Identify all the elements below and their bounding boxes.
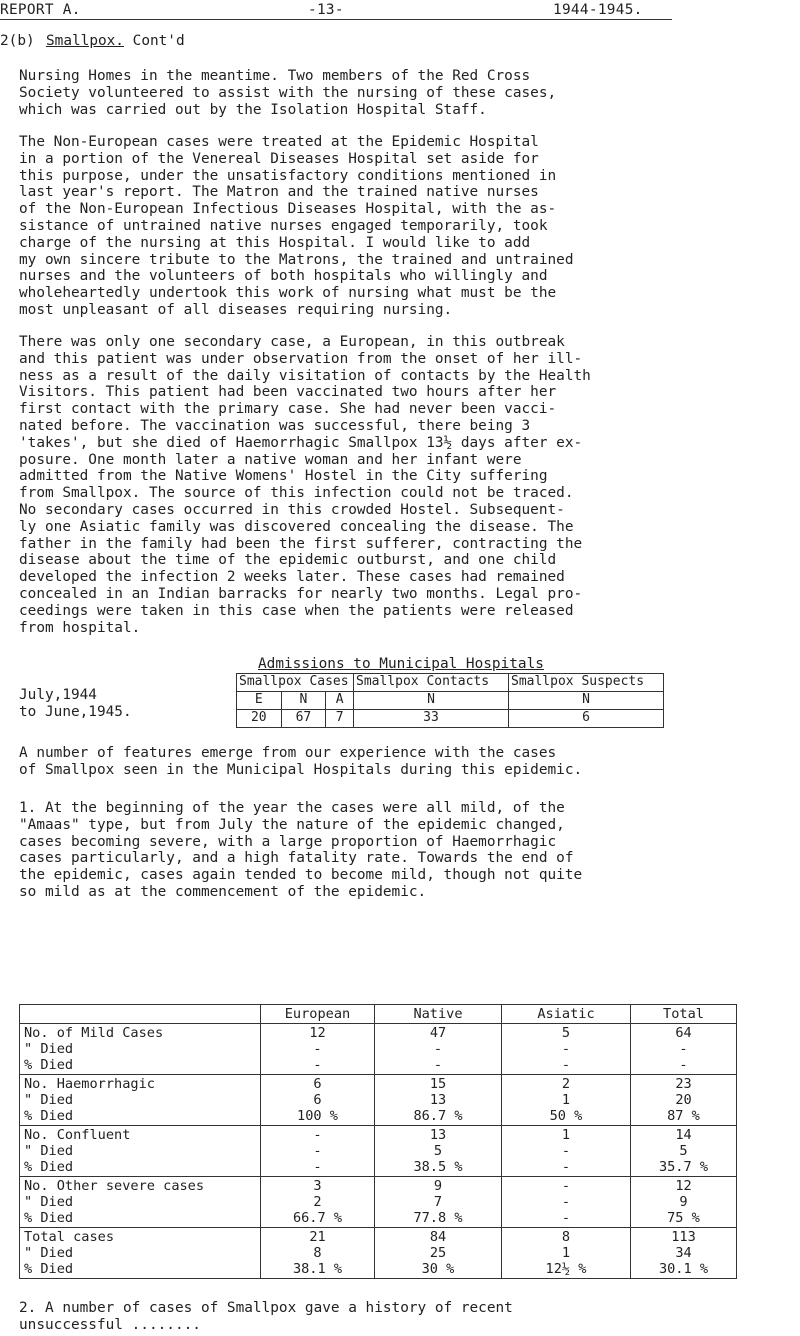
cell-value: -	[561, 1210, 571, 1226]
table-cell	[502, 1228, 631, 1279]
cell-value: 77.8 %	[413, 1210, 463, 1226]
cell-value: -	[433, 1057, 443, 1073]
paragraph-3	[19, 334, 789, 636]
table-row	[20, 1075, 737, 1126]
table-cell	[631, 1228, 737, 1279]
section-title-text: Smallpox.	[46, 33, 124, 49]
paragraph-5	[19, 800, 789, 901]
severity-table	[19, 1004, 737, 1279]
adm-sub-n3: N	[509, 692, 664, 710]
adm-sub-a: A	[326, 692, 354, 710]
row-label-line: % Died	[24, 1057, 74, 1073]
cell-value: 1	[561, 1245, 571, 1261]
text-line: Nursing Homes in the meantime. Two members of the Red Cross	[19, 68, 531, 84]
cell-value: 7	[433, 1194, 443, 1210]
paragraph-6	[19, 1300, 789, 1334]
cell-value: 8	[561, 1229, 571, 1245]
row-label-line: " Died	[24, 1041, 74, 1057]
admissions-title: Admissions to Municipal Hospitals	[258, 656, 544, 672]
cell-value: -	[679, 1057, 688, 1073]
cell-value: 34	[675, 1245, 692, 1261]
row-label-line: Total cases	[24, 1229, 115, 1245]
text-line: my own sincere tribute to the Matrons, the trained and untrained	[19, 251, 574, 268]
table-row	[20, 1228, 737, 1279]
cell-value: 30 %	[421, 1261, 455, 1277]
row-label-line: " Died	[24, 1092, 74, 1108]
row-label-line: % Died	[24, 1159, 74, 1175]
cell-value: -	[433, 1041, 443, 1057]
text-line: father in the family had been the first sufferer, contracting the	[19, 535, 583, 552]
section-contd: Cont'd	[132, 33, 185, 49]
text-line: so mild as at the commencement of the epidemic.	[19, 883, 427, 900]
table-cell	[502, 1177, 631, 1228]
text-line: admitted from the Native Womens' Hostel in the City suffering	[19, 468, 548, 485]
text-line: unsuccessful ........	[19, 1316, 201, 1333]
table-cell	[375, 1126, 502, 1177]
text-line: wholeheartedly undertook this work of nursing what must be the	[19, 285, 557, 302]
text-line: in a portion of the Venereal Diseases Hospital set aside for	[19, 150, 539, 167]
text-line: "Amaas" type, but from July the nature of the epidemic changed,	[19, 816, 565, 833]
cell-value: -	[313, 1127, 322, 1143]
cell-value: 13	[429, 1092, 447, 1108]
adm-sub-n1: N	[281, 692, 326, 710]
cell-value: 25	[429, 1245, 447, 1261]
admissions-period-line2: to June,1945.	[19, 703, 132, 720]
row-label	[20, 1228, 261, 1279]
cell-value: 5	[433, 1143, 443, 1159]
table-cell	[502, 1126, 631, 1177]
cell-value: -	[313, 1041, 322, 1057]
row-label-line: " Died	[24, 1143, 74, 1159]
table-row	[20, 1177, 737, 1228]
cell-value: 5	[561, 1025, 571, 1041]
text-line: charge of the nursing at this Hospital. I would like to add	[19, 234, 531, 251]
cell-value: 86.7 %	[413, 1108, 463, 1124]
col-total: Total	[631, 1005, 737, 1024]
adm-val-n2: 33	[354, 710, 509, 728]
section-number: 2(b)	[0, 33, 35, 49]
adm-sub-e: E	[237, 692, 282, 710]
row-label	[20, 1024, 261, 1075]
cell-value: 2	[561, 1076, 571, 1092]
cell-value: 100 %	[297, 1108, 338, 1124]
text-line: first contact with the primary case. She had never been vacci-	[19, 401, 557, 418]
row-label	[20, 1177, 261, 1228]
row-label	[20, 1126, 261, 1177]
cell-value: 1	[561, 1127, 571, 1143]
col-asiatic: Asiatic	[502, 1005, 631, 1024]
cell-value: 3	[313, 1178, 322, 1194]
text-line: most unpleasant of all diseases requiring nursing.	[19, 301, 453, 318]
cell-value: -	[313, 1143, 322, 1159]
text-line: disease about the time of the epidemic outburst, and one child	[19, 552, 557, 569]
cell-value: 75 %	[667, 1210, 700, 1226]
cell-value: -	[313, 1159, 322, 1175]
adm-group-cases: Smallpox Cases	[237, 674, 354, 692]
admissions-period-line1: July,1944	[19, 687, 97, 703]
text-line: posure. One month later a native woman and her infant were	[19, 451, 522, 468]
table-cell	[375, 1228, 502, 1279]
cell-value: -	[313, 1057, 322, 1073]
adm-val-a: 7	[326, 710, 354, 728]
cell-value: 6	[313, 1076, 322, 1092]
col-european: European	[261, 1005, 375, 1024]
cell-value: 12½ %	[545, 1261, 587, 1277]
severity-corner	[20, 1005, 261, 1024]
text-line: and this patient was under observation from the onset of her ill-	[19, 350, 583, 367]
text-line: concealed in an Indian barracks for nearly two months. Legal pro-	[19, 585, 583, 602]
row-label	[20, 1075, 261, 1126]
text-line: from hospital.	[19, 619, 141, 636]
text-line: nated before. The vaccination was successful, there being 3	[19, 417, 531, 434]
table-cell	[261, 1075, 375, 1126]
table-cell	[375, 1024, 502, 1075]
cell-value: -	[561, 1194, 571, 1210]
text-line: There was only one secondary case, a European, in this outbreak	[19, 334, 565, 350]
text-line: ly one Asiatic family was discovered concealing the disease. The	[19, 518, 574, 535]
cell-value: 1	[561, 1092, 571, 1108]
text-line: from Smallpox. The source of this infection could not be traced.	[19, 485, 574, 502]
text-line: which was carried out by the Isolation Hospital Staff.	[19, 101, 487, 118]
cell-value: -	[679, 1041, 688, 1057]
text-line: No secondary cases occurred in this crowded Hostel. Subsequent-	[19, 501, 565, 518]
cell-value: 2	[313, 1194, 322, 1210]
row-label-line: % Died	[24, 1261, 74, 1277]
adm-val-n3: 6	[509, 710, 664, 728]
row-label-line: No. Confluent	[24, 1127, 131, 1143]
text-line: cases particularly, and a high fatality rate. Towards the end of	[19, 850, 574, 867]
text-line: the epidemic, cases again tended to become mild, though not quite	[19, 867, 583, 884]
text-line: 2. A number of cases of Smallpox gave a history of recent	[19, 1300, 513, 1316]
table-cell	[502, 1024, 631, 1075]
cell-value: 64	[675, 1025, 692, 1041]
cell-value: 12	[675, 1178, 692, 1194]
cell-value: 113	[671, 1229, 696, 1245]
cell-value: 84	[429, 1229, 447, 1245]
table-cell	[261, 1177, 375, 1228]
paragraph-2	[19, 134, 789, 319]
table-cell	[375, 1177, 502, 1228]
cell-value: 12	[309, 1025, 326, 1041]
cell-value: -	[561, 1143, 571, 1159]
text-line: nurses and the volunteers of both hospitals who willingly and	[19, 268, 548, 285]
cell-value: -	[561, 1057, 571, 1073]
cell-value: 14	[675, 1127, 692, 1143]
col-native: Native	[375, 1005, 502, 1024]
row-label-line: No. of Mild Cases	[24, 1025, 164, 1041]
cell-value: 30.1 %	[658, 1261, 709, 1277]
table-row	[20, 1126, 737, 1177]
adm-sub-n2: N	[354, 692, 509, 710]
row-label-line: % Died	[24, 1210, 74, 1226]
section-title	[46, 33, 185, 50]
page-number: -13-	[308, 2, 344, 18]
text-line: of Smallpox seen in the Municipal Hospitals during this epidemic.	[19, 761, 583, 778]
table-cell	[261, 1228, 375, 1279]
cell-value: 21	[309, 1229, 326, 1245]
report-label: REPORT A.	[0, 2, 81, 18]
table-cell	[261, 1024, 375, 1075]
table-cell	[631, 1177, 737, 1228]
cell-value: 15	[429, 1076, 447, 1092]
text-line: last year's report. The Matron and the trained native nurses	[19, 184, 539, 201]
text-line: ness as a result of the daily visitation of contacts by the Health	[19, 367, 591, 384]
row-label-line: No. Haemorrhagic	[24, 1076, 155, 1092]
text-line: sistance of untrained native nurses engaged temporarily, took	[19, 217, 548, 234]
cell-value: 20	[675, 1092, 692, 1108]
row-label-line: No. Other severe cases	[24, 1178, 205, 1194]
paragraph-1	[19, 68, 789, 118]
cell-value: -	[561, 1178, 571, 1194]
table-cell	[261, 1126, 375, 1177]
table-row	[20, 1024, 737, 1075]
cell-value: 38.1 %	[292, 1261, 343, 1277]
adm-group-suspects: Smallpox Suspects	[509, 674, 664, 692]
text-line: 1. At the beginning of the year the cases were all mild, of the	[19, 800, 565, 816]
admissions-table	[236, 673, 664, 728]
severity-table-body	[20, 1024, 737, 1279]
text-line: of the Non-European Infectious Diseases Hospital, with the as-	[19, 201, 557, 218]
cell-value: -	[561, 1041, 571, 1057]
text-line: The Non-European cases were treated at the Epidemic Hospital	[19, 134, 539, 150]
text-line: Visitors. This patient had been vaccinated two hours after her	[19, 384, 557, 401]
cell-value: 6	[313, 1092, 322, 1108]
cell-value: 8	[313, 1245, 322, 1261]
adm-group-contacts: Smallpox Contacts	[354, 674, 509, 692]
cell-value: -	[561, 1159, 571, 1175]
cell-value: 23	[675, 1076, 692, 1092]
text-line: Society volunteered to assist with the nursing of these cases,	[19, 84, 557, 101]
text-line: cases becoming severe, with a large proportion of Haemorrhagic	[19, 833, 557, 850]
text-line: ceedings were taken in this case when the patients were released	[19, 602, 574, 619]
adm-val-n1: 67	[281, 710, 326, 728]
cell-value: 9	[433, 1178, 443, 1194]
text-line: 'takes', but she died of Haemorrhagic Smallpox 13½ days after ex-	[19, 434, 583, 451]
header-rule	[0, 19, 672, 20]
table-cell	[631, 1024, 737, 1075]
text-line: this purpose, under the unsatisfactory conditions mentioned in	[19, 167, 557, 184]
adm-val-e: 20	[237, 710, 282, 728]
cell-value: 9	[679, 1194, 688, 1210]
row-label-line: " Died	[24, 1245, 74, 1261]
page-header	[0, 2, 800, 22]
admissions-period	[19, 687, 132, 721]
report-years: 1944-1945.	[553, 2, 643, 18]
text-line: developed the infection 2 weeks later. These cases had remained	[19, 569, 565, 586]
cell-value: 38.5 %	[413, 1159, 463, 1175]
table-cell	[631, 1126, 737, 1177]
cell-value: 66.7 %	[292, 1210, 343, 1226]
cell-value: 47	[429, 1025, 447, 1041]
cell-value: 5	[679, 1143, 688, 1159]
table-cell	[631, 1075, 737, 1126]
cell-value: 35.7 %	[658, 1159, 709, 1175]
paragraph-4	[19, 745, 789, 779]
cell-value: 13	[429, 1127, 447, 1143]
text-line: A number of features emerge from our experience with the cases	[19, 745, 557, 761]
row-label-line: % Died	[24, 1108, 74, 1124]
cell-value: 50 %	[549, 1108, 583, 1124]
cell-value: 87 %	[667, 1108, 700, 1124]
row-label-line: " Died	[24, 1194, 74, 1210]
table-cell	[375, 1075, 502, 1126]
table-cell	[502, 1075, 631, 1126]
